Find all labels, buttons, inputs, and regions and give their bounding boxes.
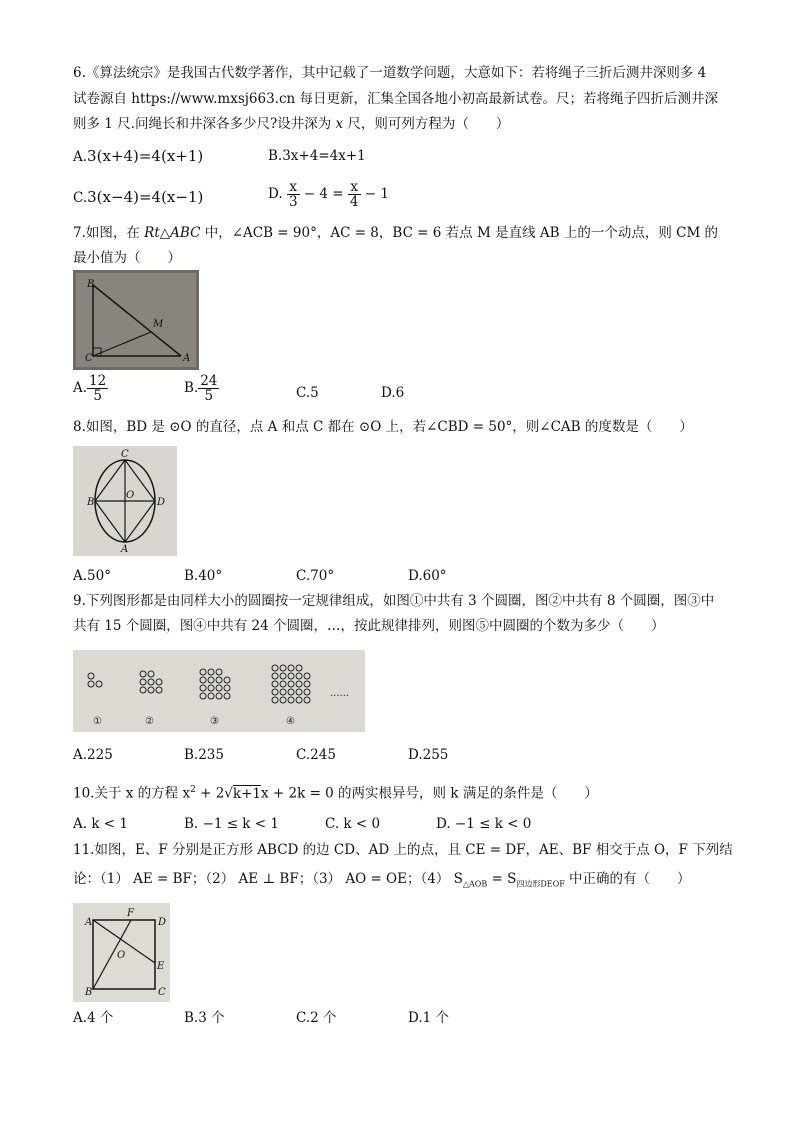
q10-exponent: 2 bbox=[190, 785, 196, 795]
q9-option-c: C.245 bbox=[296, 747, 336, 763]
q7-option-a-frac bbox=[87, 374, 108, 403]
q7-option-d: D.6 bbox=[381, 385, 405, 401]
frac-den: 4 bbox=[349, 194, 359, 210]
q7-line1-b: Rt△ABC bbox=[144, 225, 201, 241]
q6-option-b-label: B. bbox=[268, 148, 283, 164]
q6-option-d bbox=[268, 180, 389, 209]
q7-line2: 最小值为（ ） bbox=[73, 250, 181, 266]
q8-label-b: B bbox=[87, 497, 95, 508]
q11-label-b: B bbox=[85, 987, 93, 998]
q8-figure bbox=[73, 446, 177, 556]
q7-label-m: M bbox=[153, 319, 164, 330]
frac-den: 5 bbox=[204, 388, 214, 404]
q9-label-2: ② bbox=[145, 716, 154, 727]
q7-line1-a: 7.如图，在 bbox=[73, 225, 145, 241]
q6-line2: 试卷源自 https://www.mxsj663.cn 每日更新，汇集全国各地小初高最新试卷。尺；若将绳子四折后测井深 bbox=[73, 91, 719, 107]
frac-num: 12 bbox=[89, 373, 107, 389]
q6-option-d-mid: − 4 = bbox=[299, 186, 348, 202]
q9-line2: 共有 15 个圆圈，图④中共有 24 个圆圈，…，按此规律排列，则图⑤中圆圈的个数为多少（ ） bbox=[73, 618, 665, 634]
q10-line1-c: x + 2k = 0 的两实根异号，则 k 满足的条件是（ ） bbox=[261, 785, 598, 802]
q7-option-b bbox=[184, 374, 219, 403]
q8-label-a: A bbox=[121, 544, 129, 555]
q7-option-a-label: A. bbox=[73, 380, 88, 396]
q6-option-a-text: 3(x+4)=4(x+1) bbox=[87, 147, 204, 165]
q6-option-d-frac2 bbox=[348, 180, 361, 209]
q11-option-c: C.2 个 bbox=[296, 1010, 337, 1026]
q11-label-a: A bbox=[85, 917, 93, 928]
q6-line3-b: 尺，则可列方程为（ ） bbox=[343, 116, 510, 132]
q11-label-e: E bbox=[157, 961, 165, 972]
q8-label-o: O bbox=[126, 490, 135, 501]
q6-option-d-end: − 1 bbox=[360, 186, 389, 202]
q6-option-b bbox=[268, 146, 366, 166]
q11-label-o: O bbox=[117, 950, 126, 961]
q8-line1: 8.如图，BD 是 ⊙O 的直径，点 A 和点 C 都在 ⊙O 上，若∠CBD = 50°，则∠CAB 的度数是（ ） bbox=[73, 419, 693, 435]
q6-option-d-frac1 bbox=[287, 180, 300, 209]
q11-line2-a: 论：（1） AE = BF；（2） AE ⊥ BF；（3） AO = OE；（4） S bbox=[73, 871, 463, 887]
q11-label-c: C bbox=[158, 987, 166, 998]
q6-option-c-text: 3(x−4)=4(x−1) bbox=[87, 188, 204, 206]
q10-option-c: C. k < 0 bbox=[325, 816, 381, 832]
q8-option-a: A.50° bbox=[73, 568, 111, 584]
q7-line1-c: 中，∠ACB = 90°，AC = 8，BC = 6 若点 M 是直线 AB 上的一个动点，则 CM 的 bbox=[200, 225, 719, 241]
q11-figure bbox=[73, 903, 170, 1002]
q7-line1 bbox=[73, 223, 718, 243]
q11-line1: 11.如图，E、F 分别是正方形 ABCD 的边 CD、AD 上的点，且 CE = DF，AE、BF 相交于点 O，F 下列结 bbox=[73, 842, 733, 858]
q11-line2 bbox=[73, 869, 691, 895]
q11-sub-deof: 四边形DEOF bbox=[516, 879, 565, 889]
q11-option-a: A.4 个 bbox=[73, 1010, 114, 1026]
q10-line1-a: 10.关于 x 的方程 x bbox=[73, 785, 191, 802]
q7-figure bbox=[73, 270, 199, 370]
q6-option-c bbox=[73, 187, 203, 208]
frac-den: 3 bbox=[288, 194, 298, 210]
q11-line2-b: = S bbox=[487, 871, 517, 887]
q6-option-c-label: C. bbox=[73, 190, 88, 206]
q6-option-a bbox=[73, 146, 203, 167]
q8-option-d: D.60° bbox=[408, 568, 447, 584]
frac-den: 5 bbox=[93, 388, 102, 404]
frac-num: 24 bbox=[200, 373, 218, 389]
q11-label-f: F bbox=[127, 908, 134, 919]
q7-label-c: C bbox=[85, 353, 93, 364]
q11-option-d: D.1 个 bbox=[408, 1010, 450, 1026]
q10-radicand: k+1 bbox=[232, 785, 261, 802]
q7-option-a bbox=[73, 374, 108, 403]
q7-option-b-label: B. bbox=[184, 380, 199, 396]
q11-line2-c: 中正确的有（ ） bbox=[564, 871, 691, 887]
q7-option-b-frac bbox=[198, 374, 219, 403]
q10-line1 bbox=[73, 780, 598, 804]
q9-label-1: ① bbox=[93, 716, 102, 727]
q10-line1-b: + 2 bbox=[195, 785, 225, 802]
q7-label-b: B bbox=[87, 279, 95, 290]
q8-option-b: B.40° bbox=[184, 568, 223, 584]
q6-line3-var: x bbox=[335, 116, 344, 132]
q10-option-a: A. k < 1 bbox=[73, 816, 128, 832]
q6-line3-a: 则多 1 尺.问绳长和井深各多少尺?设井深为 bbox=[73, 116, 336, 132]
q6-option-a-label: A. bbox=[73, 149, 88, 165]
q8-label-d: D bbox=[157, 497, 166, 508]
q11-option-b: B.3 个 bbox=[184, 1010, 225, 1026]
q11-sub-aob: △AOB bbox=[462, 879, 488, 889]
q9-option-a: A.225 bbox=[73, 747, 113, 763]
q11-label-d: D bbox=[158, 917, 167, 928]
q9-label-4: ④ bbox=[286, 716, 295, 727]
q9-option-b: B.235 bbox=[184, 747, 224, 763]
q6-option-b-text: 3x+4=4x+1 bbox=[282, 148, 366, 164]
q7-option-c: C.5 bbox=[296, 385, 319, 401]
frac-num: x bbox=[287, 180, 300, 195]
q6-line1: 6.《算法统宗》是我国古代数学著作，其中记载了一道数学问题，大意如下：若将绳子三折后测井深则多 4 bbox=[73, 65, 707, 81]
q8-option-c: C.70° bbox=[296, 568, 335, 584]
q9-line1: 9.下列图形都是由同样大小的圆圈按一定规律组成，如图①中共有 3 个圆圈，图②中共有 8 个圆圈，图③中 bbox=[73, 593, 715, 609]
q8-label-c: C bbox=[121, 449, 129, 460]
q6-line3 bbox=[73, 114, 509, 134]
q9-ellipsis: ...... bbox=[330, 688, 350, 699]
q6-option-d-label: D. bbox=[268, 186, 283, 202]
q10-option-d: D. −1 ≤ k < 0 bbox=[436, 816, 532, 832]
q10-option-b: B. −1 ≤ k < 1 bbox=[184, 816, 279, 832]
frac-num: x bbox=[348, 180, 361, 195]
q9-figure bbox=[73, 650, 365, 732]
q9-label-3: ③ bbox=[210, 716, 219, 727]
q9-option-d: D.255 bbox=[408, 747, 449, 763]
q7-label-a: A bbox=[183, 353, 191, 364]
q10-radical-sign: √ bbox=[224, 785, 233, 802]
